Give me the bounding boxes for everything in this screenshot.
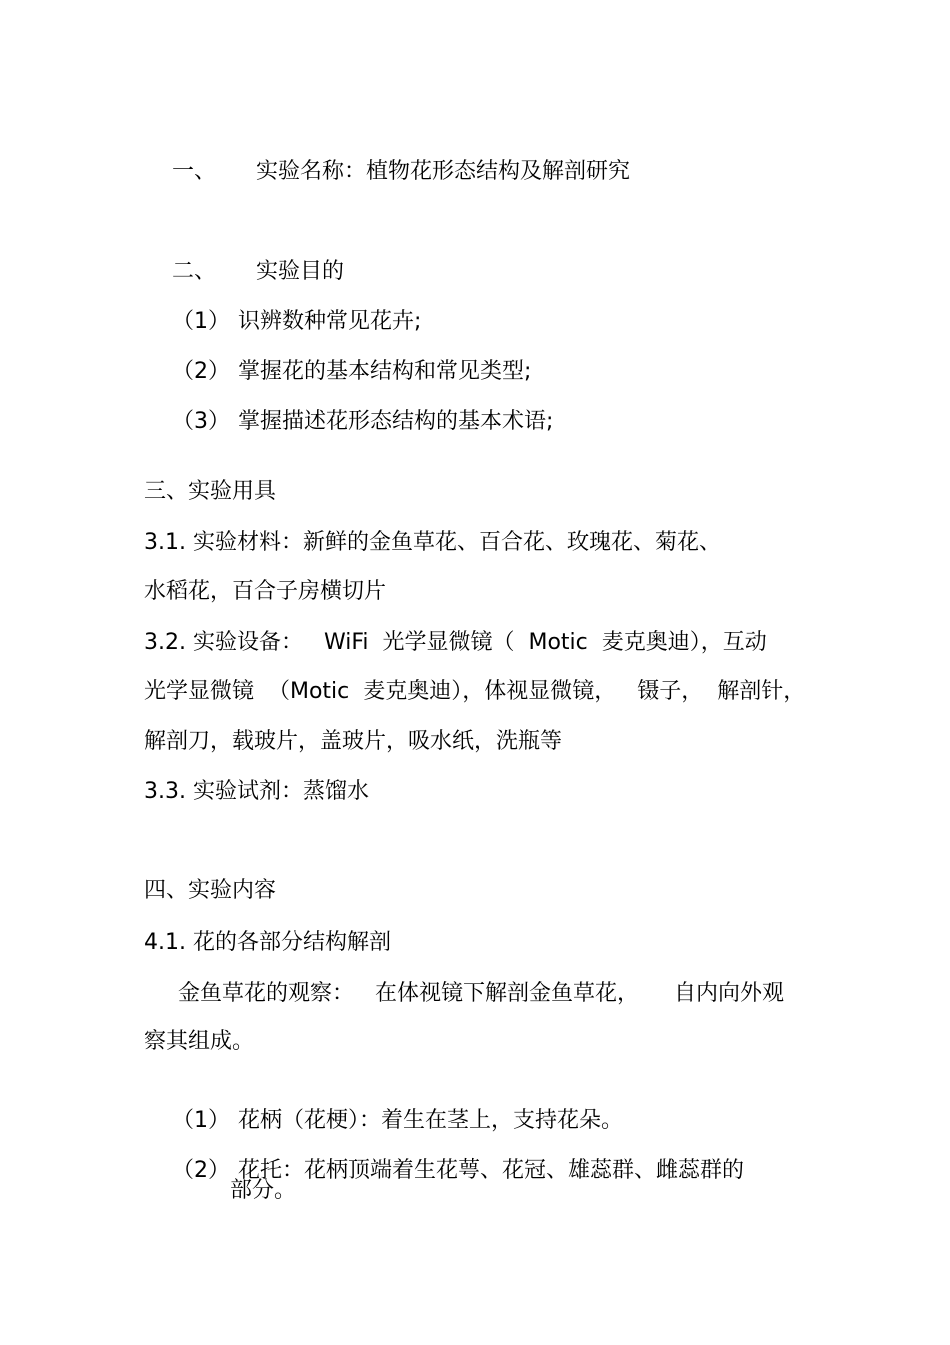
equipment-line-3: 解剖刀，载玻片，盖玻片，吸水纸，洗瓶等: [144, 729, 563, 754]
objective-item-2-text: 掌握花的基本结构和常见类型;: [237, 359, 532, 384]
structure-item-2-text: 花托：花柄顶端着生花萼、花冠、雄蕊群、雌蕊群的: [237, 1158, 744, 1183]
objective-item-2-marker: （2）: [171, 359, 230, 384]
section-1-heading: [144, 127, 631, 184]
materials-line-2: 水稻花，百合子房横切片: [144, 579, 387, 604]
structure-item-1-text: 花柄（花梗）：着生在茎上，支持花朵。: [237, 1108, 623, 1133]
objective-item-1: [144, 277, 422, 334]
section-4-heading: 四、实验内容: [144, 878, 277, 903]
objective-item-1-text: 识辨数种常见花卉;: [237, 309, 422, 334]
equipment-line-1: 3.2. 实验设备： WiFi 光学显微镜（ Motic 麦克奥迪），互动: [144, 630, 767, 655]
structure-item-1-marker: （1）: [171, 1108, 230, 1133]
objective-item-3: [144, 377, 554, 434]
section-2-title: 实验目的: [256, 259, 345, 284]
objective-item-1-marker: （1）: [171, 309, 230, 334]
objective-item-3-marker: （3）: [171, 409, 230, 434]
snapdragon-para-line-1: 金鱼草花的观察： 在体视镜下解剖金鱼草花， 自内向外观: [178, 981, 784, 1006]
structure-item-1: [144, 1076, 623, 1133]
objective-item-3-text: 掌握描述花形态结构的基本术语;: [237, 409, 554, 434]
equipment-line-2: 光学显微镜 （Motic 麦克奥迪），体视显微镜， 镊子， 解剖针，: [144, 679, 806, 704]
objective-item-2: [144, 327, 532, 384]
structure-item-2-marker: （2）: [171, 1158, 230, 1183]
section-1-marker: 一、: [171, 159, 216, 184]
structure-item-2-continuation: 部分。: [230, 1178, 297, 1203]
section-2-marker: 二、: [171, 259, 216, 284]
section-3-heading: 三、实验用具: [144, 479, 277, 504]
section-1-title: 实验名称：植物花形态结构及解剖研究: [256, 159, 631, 184]
materials-line-1: 3.1. 实验材料：新鲜的金鱼草花、百合花、玫瑰花、菊花、: [144, 530, 721, 555]
section-4-1-heading: 4.1. 花的各部分结构解剖: [144, 930, 391, 955]
section-2-heading: [144, 227, 345, 284]
structure-item-2: [144, 1126, 744, 1183]
snapdragon-para-line-2: 察其组成。: [144, 1029, 255, 1054]
reagent-line: 3.3. 实验试剂：蒸馏水: [144, 779, 369, 804]
